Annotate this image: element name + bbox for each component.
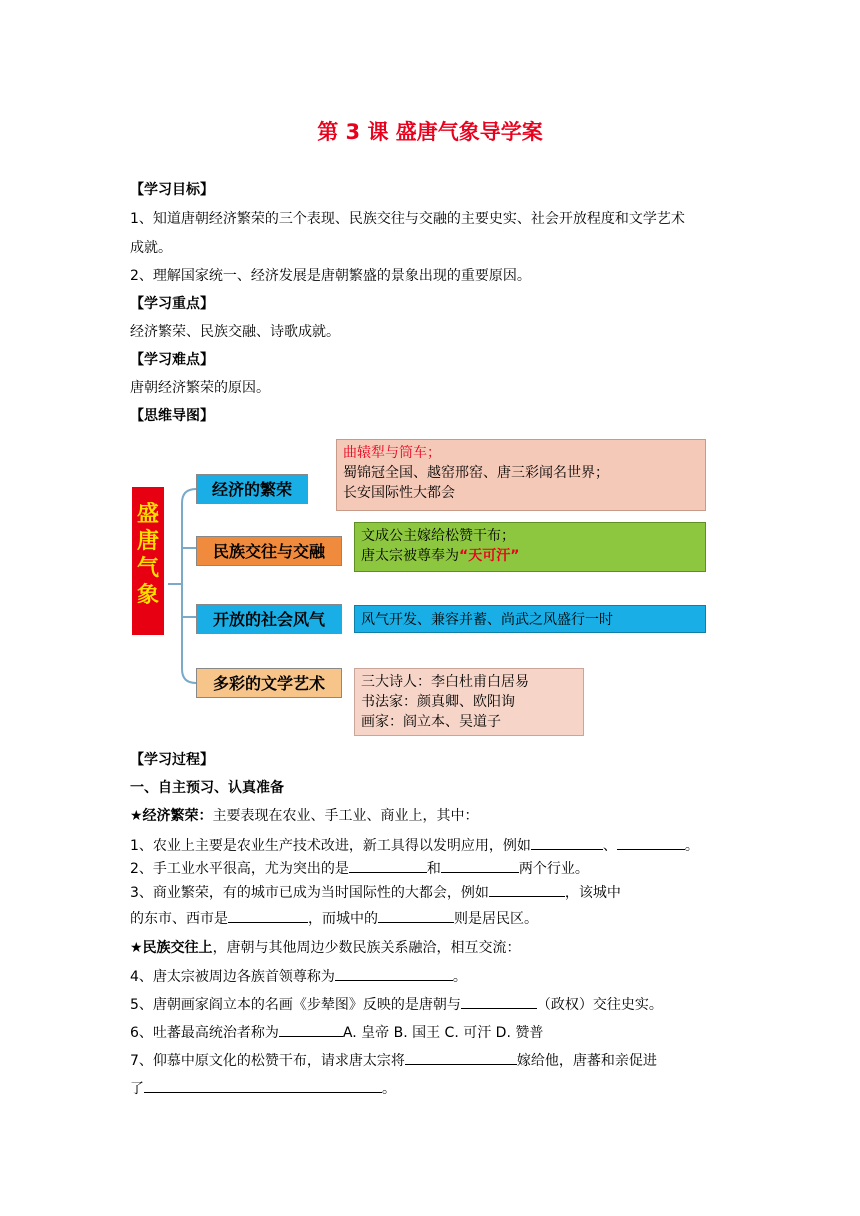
blank-q2b[interactable]: [441, 858, 519, 873]
blank-q3c[interactable]: [378, 908, 454, 923]
blank-q3a[interactable]: [489, 882, 565, 897]
key-text: 经济繁荣、民族交融、诗歌成就。: [130, 324, 340, 340]
leaf-ethnic: [354, 522, 706, 572]
difficulty-heading: 【学习难点】: [130, 352, 214, 368]
ethnic-heading: ★民族交往上: [130, 940, 213, 956]
blank-q6[interactable]: [279, 1022, 343, 1037]
mindmap-root: [132, 487, 164, 635]
question-7-cont: 了 。: [130, 1078, 396, 1099]
leaf-economy: [336, 439, 706, 511]
mind-map: [130, 437, 710, 737]
process-heading: 【学习过程】: [130, 752, 214, 768]
goal-heading: 【学习目标】: [130, 182, 214, 198]
blank-q7b[interactable]: [144, 1078, 382, 1093]
leaf-arts: [354, 668, 584, 736]
goal-1: 1、知道唐朝经济繁荣的三个表现、民族交往与交融的主要史实、社会开放程度和文学艺术: [130, 211, 685, 227]
question-1: 1、农业上主要是农业生产技术改进，新工具得以发明应用，例如 、 。: [130, 835, 699, 856]
blank-q1a[interactable]: [531, 835, 603, 850]
difficulty-text: 唐朝经济繁荣的原因。: [130, 380, 270, 396]
leaf-ethnic-line-1: 文成公主嫁给松赞干布；: [361, 528, 515, 544]
blank-q5[interactable]: [461, 994, 537, 1009]
tian-kehan-highlight: “天可汗”: [459, 548, 520, 564]
leaf-economy-line-3: 长安国际性大都会: [343, 485, 455, 501]
leaf-society-line-1: 风气开发、兼容并蓄、尚武之风盛行一时: [361, 612, 613, 628]
question-3-cont: 的东市、西市是 ，而城中的 则是居民区。: [130, 908, 538, 929]
branch-society: 开放的社会风气: [196, 604, 342, 634]
question-5: 5、唐朝画家阎立本的名画《步辇图》反映的是唐朝与 （政权）交往史实。: [130, 994, 663, 1015]
mindmap-root-label: 盛唐气象: [137, 502, 160, 608]
leaf-economy-line-2: 蜀锦冠全国、越窑邢窑、唐三彩闻名世界；: [343, 465, 609, 481]
question-3: 3、商业繁荣，有的城市已成为当时国际性的大都会，例如 ，该城中: [130, 882, 621, 903]
blank-q7a[interactable]: [405, 1050, 517, 1065]
econ-text: 主要表现在农业、手工业、商业上，其中：: [212, 808, 479, 824]
leaf-arts-line-2: 书法家：颜真卿、欧阳询: [361, 694, 515, 710]
question-6: 6、吐蕃最高统治者称为 A. 皇帝 B. 国王 C. 可汗 D. 赞普: [130, 1022, 543, 1043]
page-title: 第 3 课 盛唐气象导学案: [317, 120, 543, 144]
key-heading: 【学习重点】: [130, 296, 214, 312]
blank-q4[interactable]: [335, 966, 453, 981]
branch-ethnic: 民族交往与交融: [196, 536, 342, 566]
leaf-ethnic-line-2: 唐太宗被尊奉为: [361, 548, 459, 564]
blank-q2a[interactable]: [349, 858, 427, 873]
leaf-society: [354, 605, 706, 633]
question-4: 4、唐太宗被周边各族首领尊称为 。: [130, 966, 467, 987]
leaf-arts-line-3: 画家：阎立本、吴道子: [361, 714, 501, 730]
mindmap-heading: 【思维导图】: [130, 408, 214, 424]
ethnic-text: ，唐朝与其他周边少数民族关系融洽，相互交流：: [212, 940, 521, 956]
leaf-economy-line-1: 曲辕犁与筒车；: [343, 445, 441, 461]
branch-arts: 多彩的文学艺术: [196, 668, 342, 698]
goal-2: 2、理解国家统一、经济发展是唐朝繁盛的景象出现的重要原因。: [130, 268, 531, 284]
question-2: 2、手工业水平很高，尤为突出的是 和 两个行业。: [130, 858, 589, 879]
goal-1-cont: 成就。: [130, 240, 172, 256]
blank-q1b[interactable]: [617, 835, 685, 850]
part1-heading: 一、自主预习、认真准备: [130, 780, 284, 796]
leaf-arts-line-1: 三大诗人：李白杜甫白居易: [361, 674, 529, 690]
blank-q3b[interactable]: [228, 908, 308, 923]
question-7: 7、仰慕中原文化的松赞干布，请求唐太宗将 嫁给他，唐蕃和亲促进: [130, 1050, 657, 1071]
branch-economy: 经济的繁荣: [196, 474, 308, 504]
econ-heading: ★经济繁荣：: [130, 808, 213, 824]
